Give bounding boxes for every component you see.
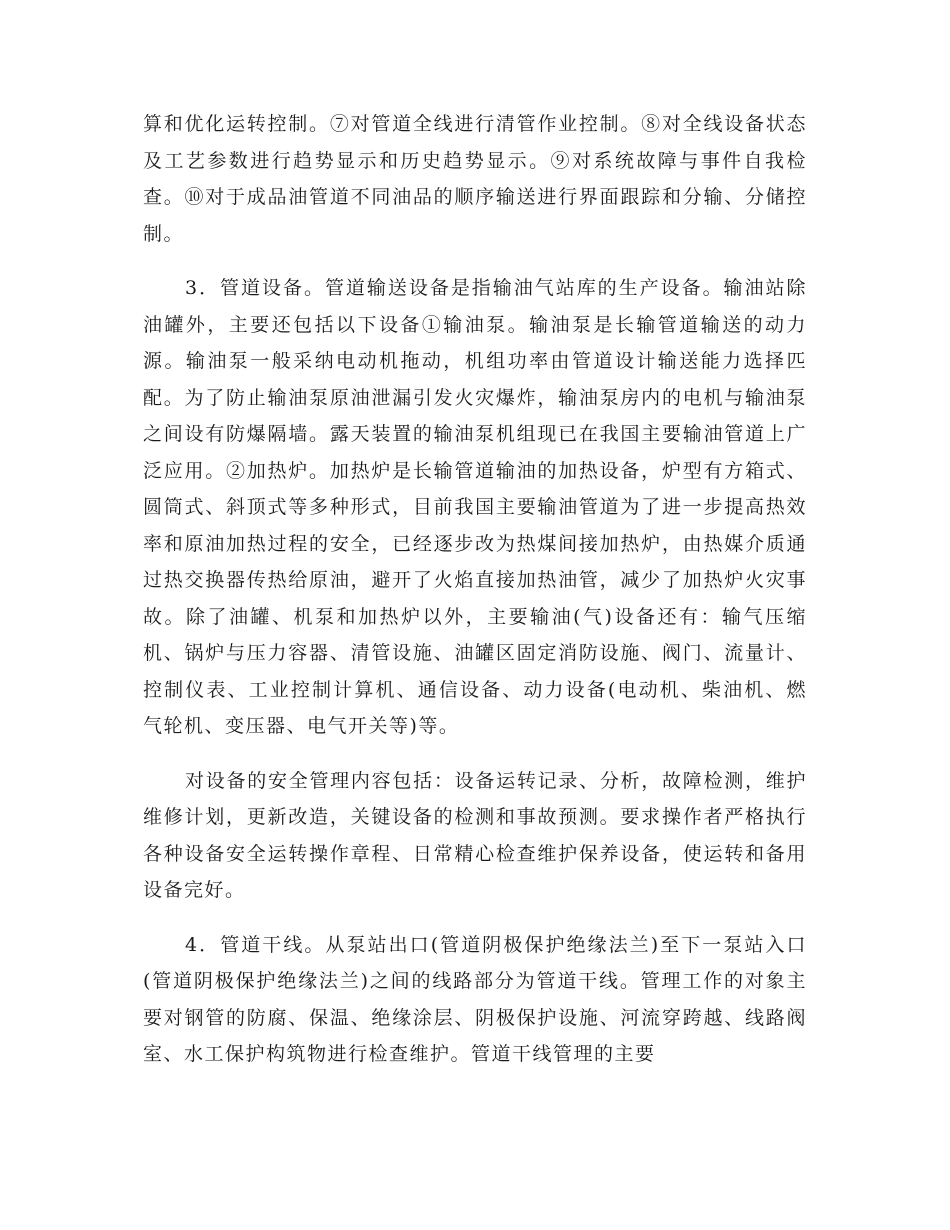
- document-body: [143, 106, 807, 1091]
- paragraph-pipeline-trunk-line: 4．管道干线。从泵站出口(管道阴极保护绝缘法兰)至下一泵站入口(管道阴极保护绝缘法兰)之间的线路部分为管道干线。管理工作的对象主要对钢管的防腐、保温、绝缘涂层、阴极保护设施、河流穿跨越、线路阀室、水工保护构筑物进行检查维护。管道干线管理的主要: [143, 933, 807, 1065]
- paragraph-pipeline-equipment: 3．管道设备。管道输送设备是指输油气站库的生产设备。输油站除油罐外，主要还包括以下设备①输油泵。输油泵是长输管道输送的动力源。输油泵一般采纳电动机拖动，机组功率由管道设计输送能力选择匹配。为了防止输油泵原油泄漏引发火灾爆炸，输油泵房内的电机与输油泵之间设有防爆隔墙。露天装置的输油泵机组现已在我国主要输油管道上广泛应用。②加热炉。加热炉是长输管道输油的加热设备，炉型有方箱式、圆筒式、斜顶式等多种形式，目前我国主要输油管道为了进一步提高热效率和原油加热过程的安全，已经逐步改为热煤间接加热炉，由热媒介质通过热交换器传热给原油，避开了火焰直接加热油管，减少了加热炉火灾事故。除了油罐、机泵和加热炉以外，主要输油(气)设备还有：输气压缩机、锅炉与压力容器、清管设施、油罐区固定消防设施、阀门、流量计、控制仪表、工业控制计算机、通信设备、动力设备(电动机、柴油机、燃气轮机、变压器、电气开关等)等。: [143, 277, 807, 737]
- paragraph-control-functions: 算和优化运转控制。⑦对管道全线进行清管作业控制。⑧对全线设备状态及工艺参数进行趋势显示和历史趋势显示。⑨对系统故障与事件自我检查。⑩对于成品油管道不同油品的顺序输送进行界面跟踪和分输、分储控制。: [143, 113, 807, 245]
- paragraph-equipment-safety-management: 对设备的安全管理内容包括：设备运转记录、分析，故障检测，维护维修计划，更新改造，关键设备的检测和事故预测。要求操作者严格执行各种设备安全运转操作章程、日常精心检查维护保养设备，使运转和备用设备完好。: [143, 769, 807, 901]
